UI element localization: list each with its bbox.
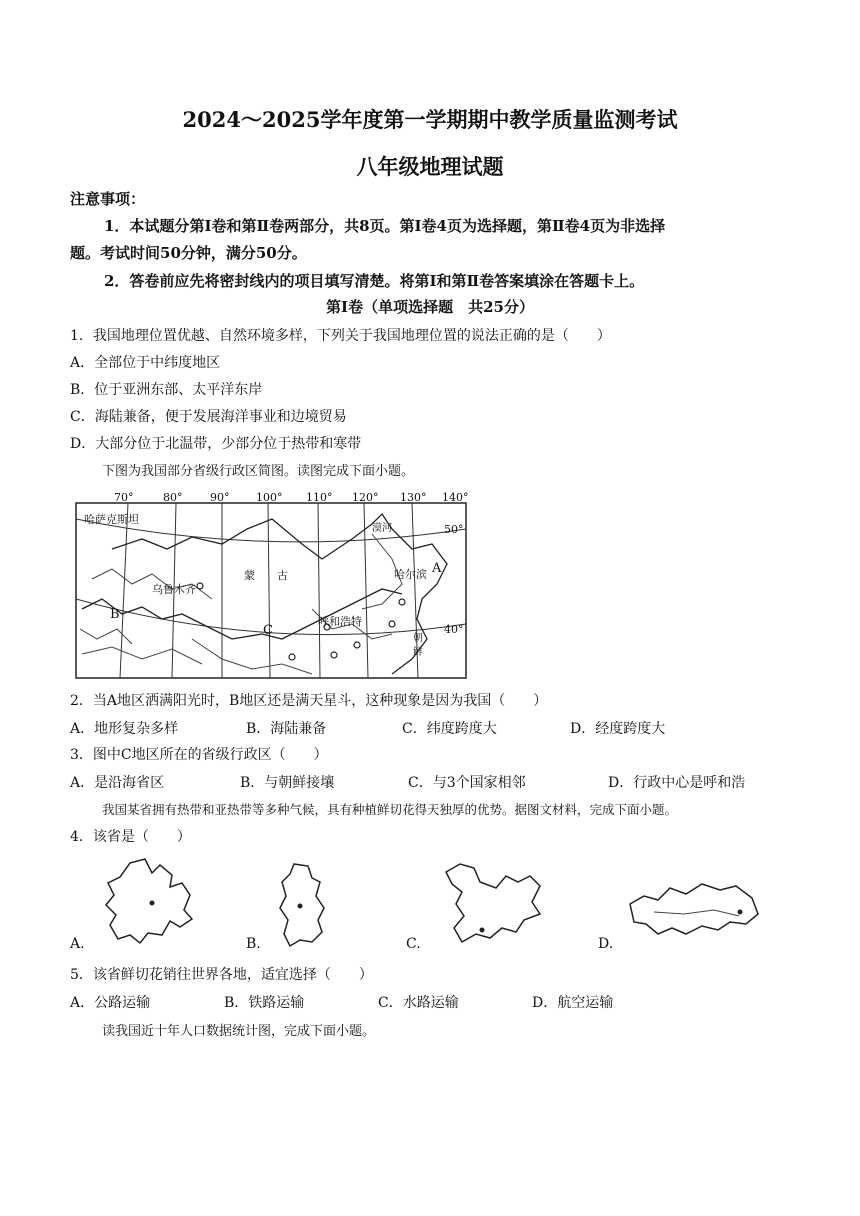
lat-label-50: 50° <box>444 523 464 536</box>
label-korea-1: 朝 <box>413 633 423 644</box>
lon-label-130: 130° <box>400 491 427 504</box>
province-shape-d[interactable] <box>624 864 764 944</box>
label-urumqi: 乌鲁木齐 <box>152 583 196 596</box>
population-intro: 读我国近十年人口数据统计图，完成下面小题。 <box>102 1024 376 1039</box>
label-mongolia-1: 蒙 <box>244 569 255 582</box>
question-4-option-a[interactable]: A. <box>70 936 85 952</box>
lon-label-120: 120° <box>352 491 379 504</box>
label-hohhot: 呼和浩特 <box>318 615 362 628</box>
label-mongolia-2: 古 <box>277 569 288 582</box>
province-map <box>72 489 470 679</box>
lon-label-90: 90° <box>210 491 230 504</box>
question-3-stem: 3．图中C地区所在的省级行政区（ ） <box>70 747 328 763</box>
question-1-option-c[interactable]: C．海陆兼备，便于发展海洋事业和边境贸易 <box>70 409 347 425</box>
question-4-option-b[interactable]: B. <box>246 936 261 952</box>
lon-label-140: 140° <box>442 491 469 504</box>
label-korea-2: 鲜 <box>413 647 423 658</box>
lat-label-40: 40° <box>444 623 464 636</box>
notes-item-2: 2．答卷前应先将密封线内的项目填写清楚。将第Ⅰ和第Ⅱ卷答案填涂在答题卡上。 <box>104 272 645 290</box>
province-shape-c[interactable] <box>440 858 550 950</box>
lon-label-70: 70° <box>114 491 134 504</box>
question-1-option-b[interactable]: B．位于亚洲东部、太平洋东岸 <box>70 382 263 398</box>
label-kazakhstan: 哈萨克斯坦 <box>84 513 139 526</box>
question-3-option-d[interactable]: D．行政中心是呼和浩 <box>608 775 746 791</box>
label-point-c: C <box>263 623 273 638</box>
question-1-stem: 1．我国地理位置优越、自然环境多样，下列关于我国地理位置的说法正确的是（ ） <box>70 328 611 344</box>
question-3-option-b[interactable]: B．与朝鲜接壤 <box>240 775 335 791</box>
label-point-b: B <box>110 607 120 622</box>
lon-label-80: 80° <box>163 491 183 504</box>
label-harbin: 哈尔滨 <box>394 568 427 581</box>
label-point-a: A <box>432 561 442 576</box>
question-2-option-b[interactable]: B．海陆兼备 <box>246 721 327 737</box>
lon-label-100: 100° <box>256 491 283 504</box>
question-5-option-a[interactable]: A．公路运输 <box>70 995 151 1011</box>
question-5-stem: 5．该省鲜切花销往世界各地，适宜选择（ ） <box>70 967 373 983</box>
question-5-option-b[interactable]: B．铁路运输 <box>224 995 305 1011</box>
question-4-stem: 4．该省是（ ） <box>70 829 191 845</box>
notes-item-1-line-2: 题。考试时间50分钟，满分50分。 <box>70 244 307 262</box>
question-3-option-a[interactable]: A．是沿海省区 <box>70 775 165 791</box>
question-1-option-a[interactable]: A．全部位于中纬度地区 <box>70 355 221 371</box>
question-2-stem: 2．当A地区洒满阳光时，B地区还是满天星斗，这种现象是因为我国（ ） <box>70 693 548 709</box>
exam-title: 2024～2025学年度第一学期期中教学质量监测考试 <box>182 107 678 132</box>
question-2-option-c[interactable]: C．纬度跨度大 <box>402 721 497 737</box>
lon-label-110: 110° <box>306 491 333 504</box>
province-shape-a[interactable] <box>100 855 200 950</box>
question-5-option-d[interactable]: D．航空运输 <box>532 995 614 1011</box>
question-5-option-c[interactable]: C．水路运输 <box>378 995 459 1011</box>
question-3-option-c[interactable]: C．与3个国家相邻 <box>408 775 526 791</box>
question-2-option-d[interactable]: D．经度跨度大 <box>570 721 666 737</box>
province-shape-b[interactable] <box>272 860 332 950</box>
question-4-option-d[interactable]: D. <box>598 936 614 952</box>
label-mohe: 漠河 <box>372 523 392 534</box>
notes-item-1-line-1: 1．本试题分第Ⅰ卷和第Ⅱ卷两部分，共8页。第Ⅰ卷4页为选择题，第Ⅱ卷4页为非选择 <box>104 217 666 235</box>
exam-subtitle: 八年级地理试题 <box>356 154 504 179</box>
notes-heading: 注意事项： <box>70 190 146 208</box>
map-intro: 下图为我国部分省级行政区简图。读图完成下面小题。 <box>102 464 415 479</box>
section-title: 第Ⅰ卷（单项选择题 共25分） <box>326 298 534 316</box>
flower-intro: 我国某省拥有热带和亚热带等多种气候，具有种植鲜切花得天独厚的优势。据图文材料，完成下面小题。 <box>102 802 678 817</box>
question-1-option-d[interactable]: D．大部分位于北温带，少部分位于热带和寒带 <box>70 436 362 452</box>
question-4-option-c[interactable]: C. <box>406 936 421 952</box>
question-2-option-a[interactable]: A．地形复杂多样 <box>70 721 179 737</box>
